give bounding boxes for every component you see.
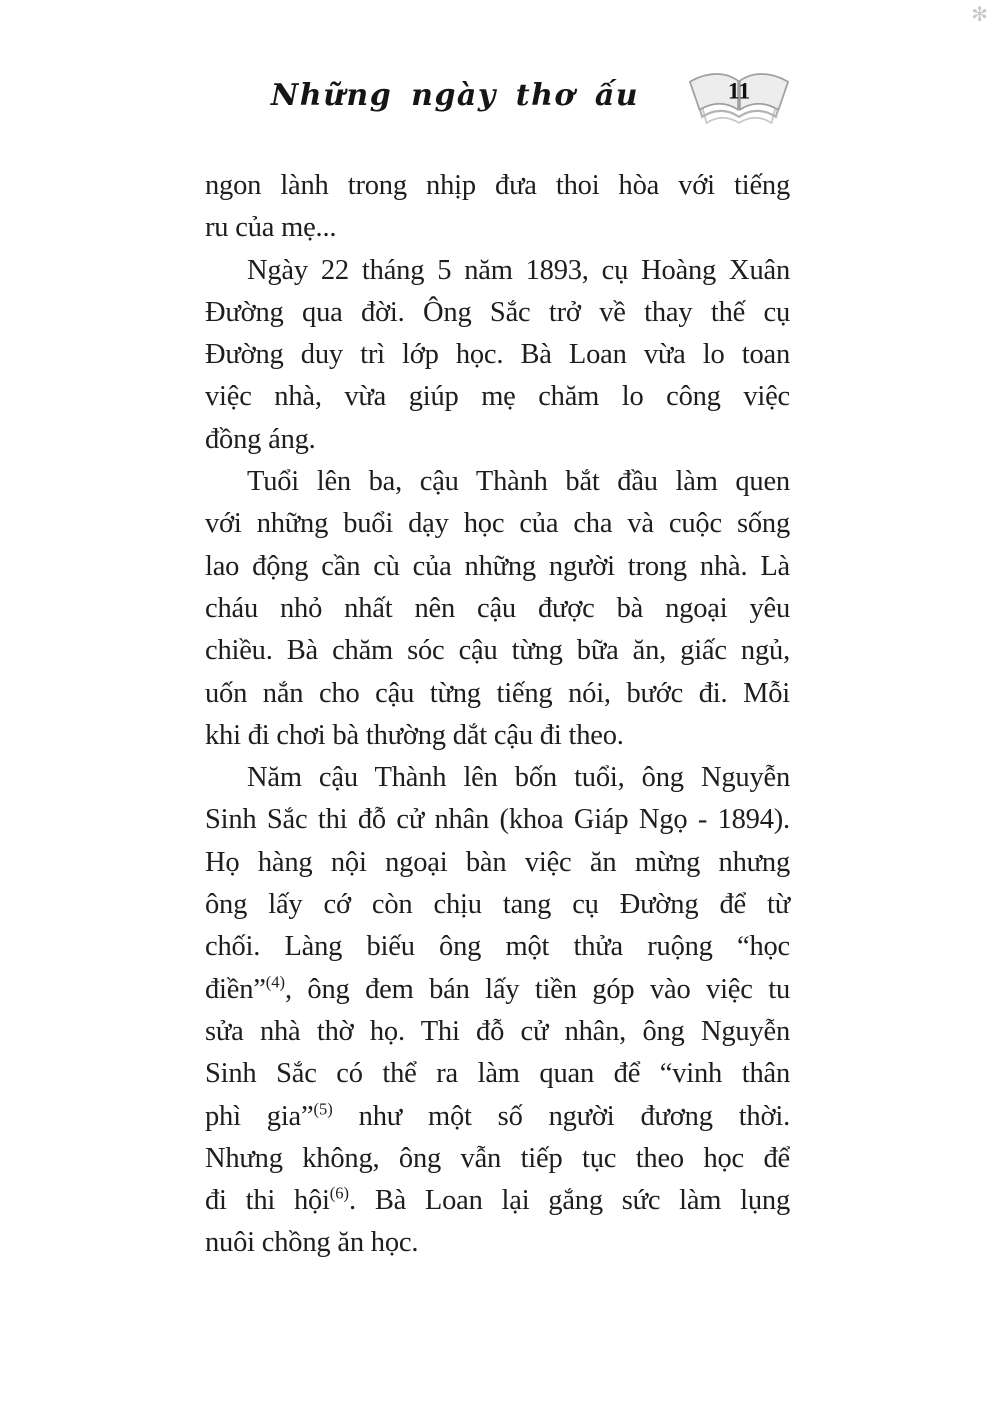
text-line: ngon lành trong nhịp đưa thoi hòa với tiếng xyxy=(205,170,790,201)
text-line: ông lấy cớ còn chịu tang cụ Đường để từ xyxy=(205,889,790,921)
text-line: Tuổi lên ba, cậu Thành bắt đầu làm quen xyxy=(247,466,790,498)
text-line: khi đi chơi bà thường dắt cậu đi theo. xyxy=(205,719,624,751)
text-line: Sinh Sắc có thể ra làm quan để “vinh thân xyxy=(205,1058,790,1090)
text-line: chối. Làng biếu ông một thửa ruộng “học xyxy=(205,931,790,963)
text-line: việc nhà, vừa giúp mẹ chăm lo công việc xyxy=(205,381,790,413)
footnote-marker: (6) xyxy=(329,1183,350,1203)
page-number-badge xyxy=(682,68,796,134)
text-line: với những buổi dạy học của cha và cuộc sống xyxy=(205,508,790,540)
text-line: ru của mẹ... xyxy=(205,212,337,244)
text-line: Đường duy trì lớp học. Bà Loan vừa lo toan xyxy=(205,339,790,371)
text-line: đồng áng. xyxy=(205,423,316,455)
page-number: 11 xyxy=(727,78,751,105)
text-line: Năm cậu Thành lên bốn tuổi, ông Nguyễn xyxy=(247,762,790,794)
text-line: Nhưng không, ông vẫn tiếp tục theo học để xyxy=(205,1142,790,1174)
footnote-marker: (4) xyxy=(265,972,285,992)
text-line: điền”$^{(4)}$, ông đem bán lấy tiền góp vào việc tu xyxy=(205,972,790,1005)
body-text xyxy=(205,165,790,1265)
text-line: Đường qua đời. Ông Sắc trở về thay thế cụ xyxy=(205,296,790,328)
running-title: Những ngày thơ ấu xyxy=(270,78,640,113)
text-line: lao động cần cù của những người trong nhà. Là xyxy=(205,550,790,582)
footnote-marker: (5) xyxy=(313,1099,333,1119)
text-line: Họ hàng nội ngoại bàn việc ăn mừng nhưng xyxy=(205,846,790,878)
text-line: sửa nhà thờ họ. Thi đỗ cử nhân, ông Nguyễn xyxy=(205,1015,790,1047)
text-line: Sinh Sắc thi đỗ cử nhân (khoa Giáp Ngọ - 1894). xyxy=(205,804,790,836)
text-line: Ngày 22 tháng 5 năm 1893, cụ Hoàng Xuân xyxy=(247,254,790,286)
corner-flower-icon: ✻ xyxy=(971,2,988,26)
text-line: phì gia”$^{(5)}$ như một số người đương thời. xyxy=(205,1099,790,1132)
text-line: chiều. Bà chăm sóc cậu từng bữa ăn, giấc ngủ, xyxy=(205,635,790,667)
text-line: đi thi hội$^{(6)}$. Bà Loan lại gắng sức làm lụng xyxy=(205,1183,790,1217)
text-line: nuôi chồng ăn học. xyxy=(205,1227,419,1259)
text-line: cháu nhỏ nhất nên cậu được bà ngoại yêu xyxy=(205,592,790,624)
open-book-icon xyxy=(682,68,796,134)
text-line: uốn nắn cho cậu từng tiếng nói, bước đi. Mỗi xyxy=(205,677,790,709)
